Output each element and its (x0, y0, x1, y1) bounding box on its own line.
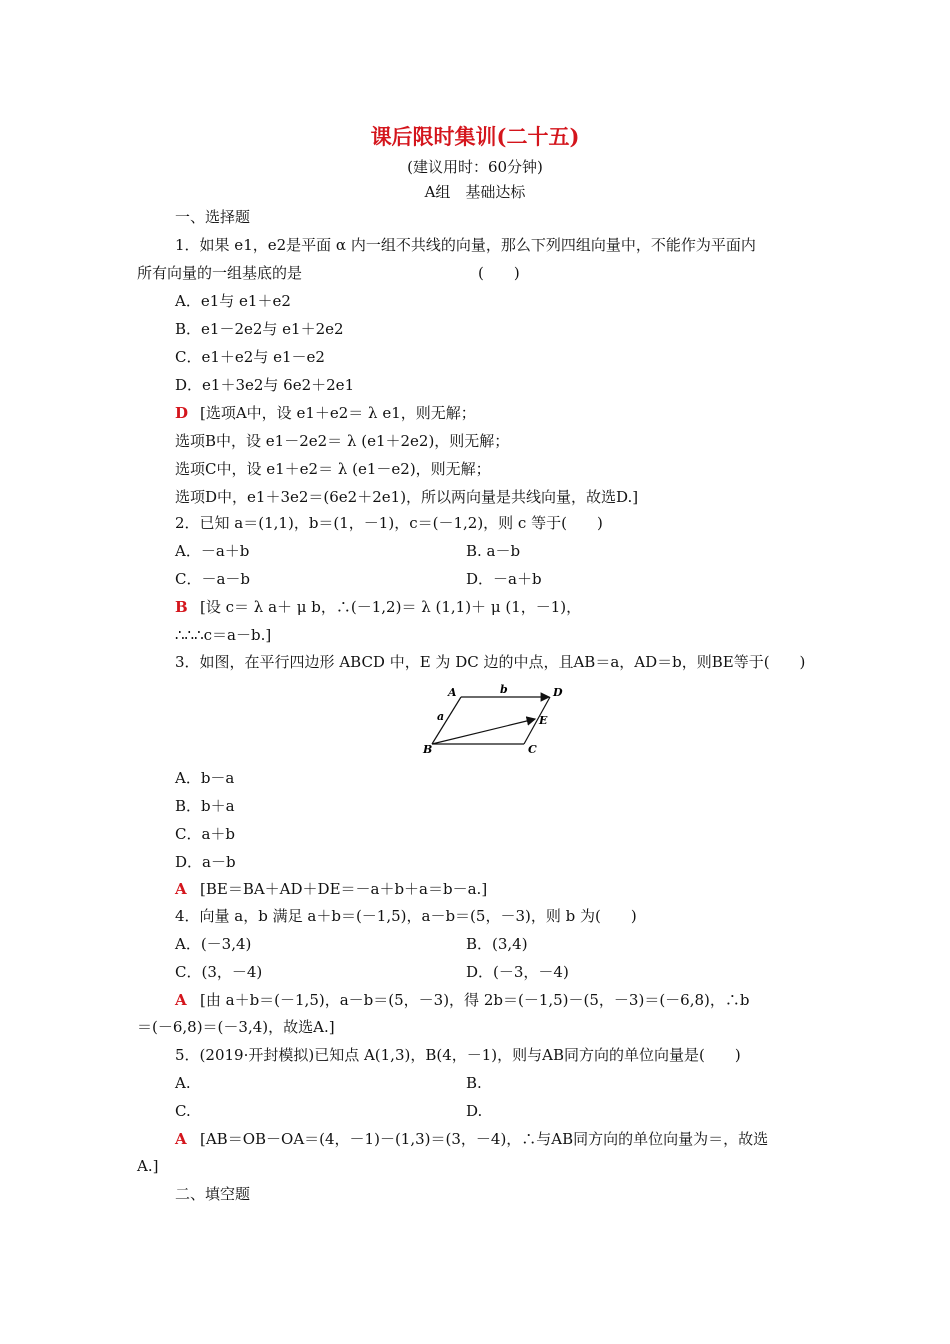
q3-answer-letter: A (175, 880, 187, 898)
q4-option-a: A．(－3,4) (175, 935, 252, 953)
q2-option-c: C．－a－b (175, 570, 251, 588)
q2-explanation-1: [设 c＝ λ a＋ μ b，∴(－1,2)＝ λ (1,1)＋ μ (1，－1)， (200, 598, 582, 616)
q4-explanation-2: ＝(－6,8)＝(－3,4)，故选A.] (137, 1018, 335, 1036)
parallelogram-figure (420, 682, 570, 756)
q5-stem: 5．(2019·开封模拟)已知点 A(1,3)，B(4，－1)，则与AB同方向的单位向量是( ) (175, 1046, 741, 1064)
q4-option-d: D．(－3，－4) (466, 963, 569, 981)
suggested-time: (建议用时：60分钟) (407, 158, 543, 176)
q1-option-b: B．e1－2e2与 e1＋2e2 (175, 320, 344, 338)
q1-explanation-3: 选项C中，设 e1＋e2＝ λ (e1－e2)，则无解； (175, 460, 491, 478)
q3-option-c: C．a＋b (175, 825, 236, 843)
q1-explanation-2: 选项B中，设 e1－2e2＝ λ (e1＋2e2)，则无解； (175, 432, 510, 450)
q1-option-d: D．e1＋3e2与 6e2＋2e1 (175, 376, 355, 394)
q1-stem-line1: 1．如果 e1，e2是平面 α 内一组不共线的向量，那么下列四组向量中，不能作为平面内 (175, 236, 756, 254)
q5-option-a: A. (175, 1074, 191, 1092)
q1-explanation-4: 选项D中，e1＋3e2＝(6e2＋2e1)，所以两向量是共线向量，故选D.] (175, 488, 639, 506)
q1-answer-letter: D (175, 404, 189, 422)
q1-option-c: C．e1＋e2与 e1－e2 (175, 348, 325, 366)
q1-stem-line2: 所有向量的一组基底的是 (137, 264, 303, 282)
q2-stem: 2．已知 a＝(1,1)，b＝(1，－1)，c＝(－1,2)，则 c 等于( ) (175, 514, 603, 532)
vector-be (432, 719, 535, 744)
q3-option-b: B．b＋a (175, 797, 235, 815)
label-vector-b: b (500, 683, 508, 696)
q2-answer-letter: B (175, 598, 188, 616)
q3-stem: 3．如图，在平行四边形 ABCD 中，E 为 DC 边的中点，且AB＝a，AD＝b，则BE等于( ) (175, 653, 806, 671)
q5-option-d: D. (466, 1102, 483, 1120)
label-A: A (448, 686, 457, 699)
page-title: 课后限时集训(二十五) (370, 124, 580, 149)
q4-explanation-1: [由 a＋b＝(－1,5)，a－b＝(5，－3)，得 2b＝(－1,5)－(5，－3)＝(－6,8)，∴b (200, 991, 750, 1009)
q2-option-d: D．－a＋b (466, 570, 542, 588)
label-D: D (553, 686, 563, 699)
q3-option-d: D．a－b (175, 853, 236, 871)
q4-stem: 4．向量 a，b 满足 a＋b＝(－1,5)，a－b＝(5，－3)，则 b 为( ) (175, 907, 637, 925)
q4-option-c: C．(3，－4) (175, 963, 263, 981)
q1-answer-paren: ( ) (478, 264, 520, 282)
q5-answer-letter: A (175, 1130, 187, 1148)
q4-answer-letter: A (175, 991, 187, 1009)
q5-explanation-1: [AB＝OB－OA＝(4，－1)－(1,3)＝(3，－4)，∴与AB同方向的单位向量为＝，故选 (200, 1130, 769, 1148)
q5-explanation-2: A.] (137, 1157, 159, 1175)
label-B: B (423, 743, 433, 756)
label-C: C (528, 743, 537, 756)
q5-option-b: B. (466, 1074, 482, 1092)
group-heading: A组 基础达标 (424, 183, 526, 201)
q3-option-a: A．b－a (175, 769, 235, 787)
q5-option-c: C. (175, 1102, 191, 1120)
section-fill-heading: 二、填空题 (175, 1185, 251, 1203)
q1-option-a: A．e1与 e1＋e2 (175, 292, 291, 310)
label-vector-a: a (437, 710, 445, 723)
q3-explanation: [BE＝BA＋AD＋DE＝－a＋b＋a＝b－a.] (200, 880, 488, 898)
q2-option-a: A．－a＋b (175, 542, 250, 560)
q4-option-b: B．(3,4) (466, 935, 528, 953)
q2-explanation-2: ∴∴∴c＝a－b.] (175, 626, 272, 644)
label-E: E (539, 714, 548, 727)
q2-option-b: B. a－b (466, 542, 521, 560)
section-choice-heading: 一、选择题 (175, 208, 251, 226)
q1-explanation-1: [选项A中，设 e1＋e2＝ λ e1，则无解； (200, 404, 476, 422)
